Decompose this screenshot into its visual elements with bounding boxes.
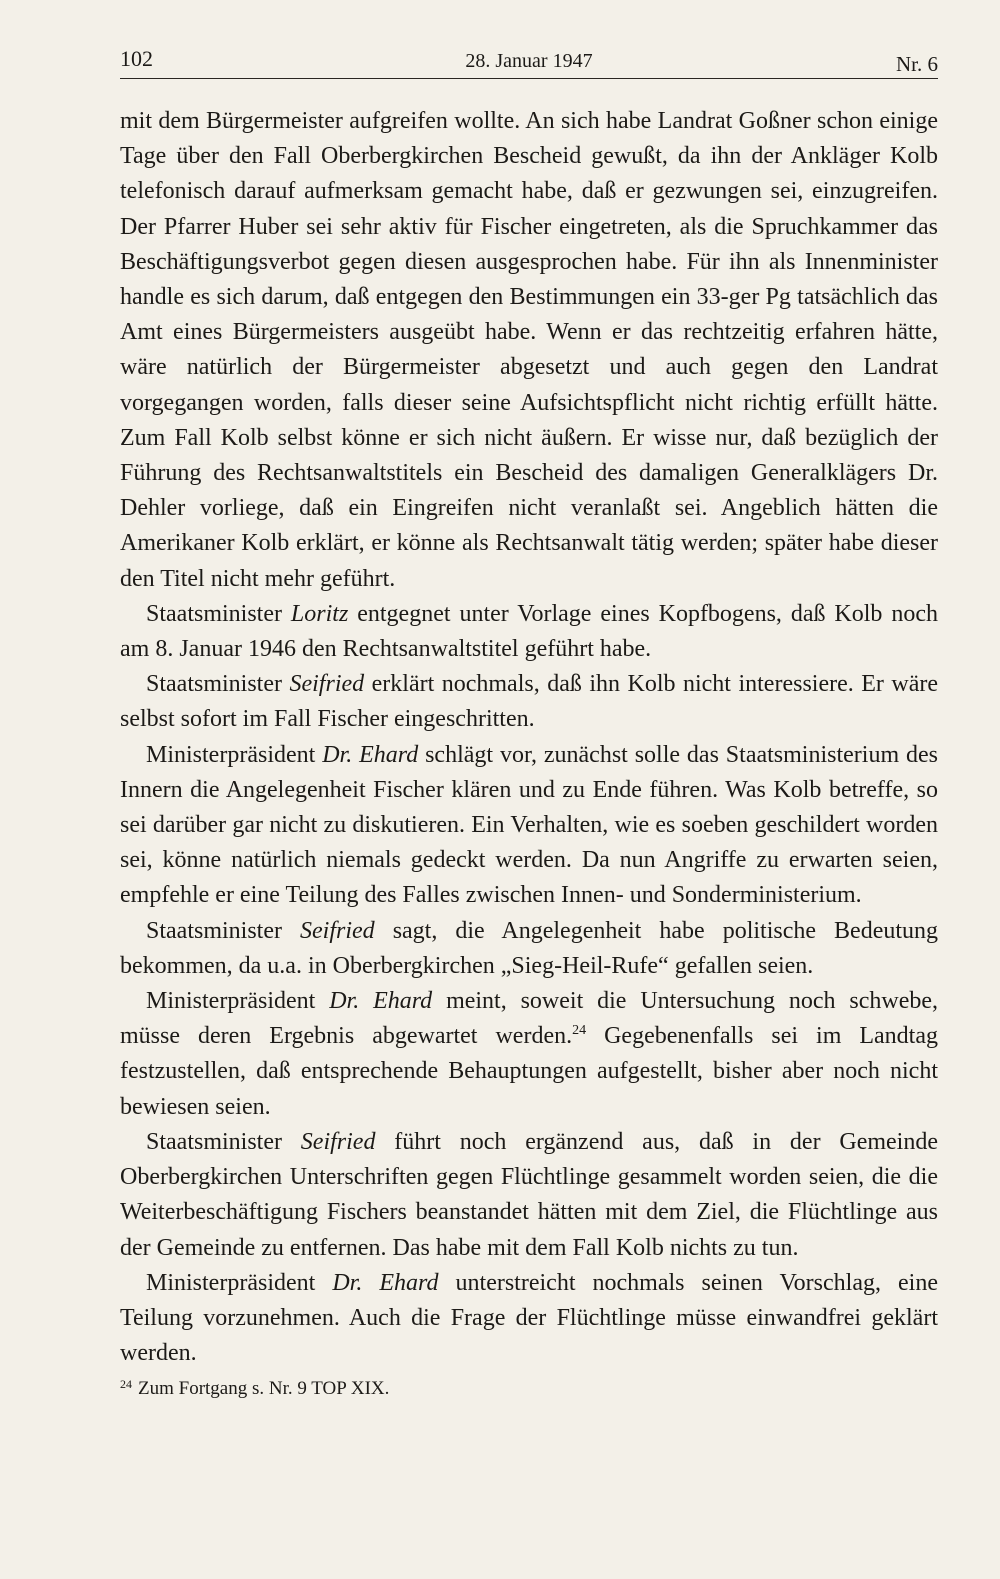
speaker-name: Dr. Ehard [329,988,433,1015]
paragraph-ehard-2: Ministerpräsident Dr. Ehard meint, soweit die Untersuchung noch schwebe, müsse deren Ergebnis abgewartet werden.$^{24}$ Gegebenenfalls sei im Landtag festzustellen, daß entsprechende Behauptungen aufgestellt, bisher aber noch nicht bewiesen seien. [120,988,938,1120]
speaker-name: Seifried [300,1128,376,1155]
paragraph-seifried-1: Staatsminister Seifried erklärt nochmals, daß ihn Kolb nicht interessiere. Er wäre selbst sofort im Fall Fischer eingeschritten. [120,671,939,733]
speaker-name: Dr. Ehard [332,1269,439,1296]
speaker-name: Seifried [289,671,365,698]
body-text [120,104,938,1371]
speaker-name: Loritz [290,600,349,627]
footnote [120,1371,938,1402]
speaker-name: Dr. Ehard [322,741,419,768]
footnote-text: Zum Fortgang s. Nr. 9 TOP XIX. [138,1378,390,1399]
paragraph-ehard-3: Ministerpräsident Dr. Ehard unterstreicht nochmals seinen Vorschlag, eine Teilung vorzunehmen. Auch die Frage der Flüchtlinge müsse einwandfrei geklärt werden. [120,1269,938,1367]
page-number: 102 [120,46,153,71]
speaker-name: Seifried [300,917,375,944]
footnote-mark: 24 [120,1377,132,1391]
paragraph-loritz: Staatsminister Loritz entgegnet unter Vorlage eines Kopfbogens, daß Kolb noch am 8. Januar 1946 den Rechtsanwaltstitel geführt habe. [120,600,939,663]
paragraph-ehard-1: Ministerpräsident Dr. Ehard schlägt vor, zunächst solle das Staatsministerium des Innern die Angelegenheit Fischer klären und zu Ende führen. Was Kolb betreffe, so sei darüber gar nicht zu diskutieren. Ein Verhalten, wie es soeben geschildert worden sei, könne natürlich niemals gedeckt werden. Da nun Angriffe zu erwarten seien, empfehle er eine Teilung des Falles zwischen Innen- und Sonderministerium. [120,741,938,909]
header-rule [120,78,938,79]
paragraph-continuation: mit dem Bürgermeister aufgreifen wollte. An sich habe Landrat Goßner schon einige Tage über den Fall Oberbergkirchen Bescheid gewußt, da ihn der Ankläger Kolb telefonisch darauf aufmerksam gemacht habe, daß er gezwungen sei, einzugreifen. Der Pfarrer Huber sei sehr aktiv für Fischer eingetreten, als die Spruchkammer das Beschäftigungsverbot gegen diesen ausgesprochen habe. Für ihn als Innenminister handle es sich darum, daß entgegen den Bestimmungen ein 33-ger Pg tatsächlich das Amt eines Bürgermeisters ausgeübt habe. Wenn er das rechtzeitig erfahren hätte, wäre natürlich der Bürgermeister abgesetzt und auch gegen den Landrat vorgegangen worden, falls dieser seine Aufsichtspflicht nicht richtig erfüllt hätte. Zum Fall Kolb selbst könne er sich nicht äußern. Er wisse nur, daß bezüglich der Führung des Rechtsanwaltstitels ein Bescheid des damaligen Generalklägers Dr. Dehler vorliege, daß ein Eingreifen nicht veranlaßt sei. Angeblich hätten die Amerikaner Kolb erklärt, er könne als Rechtsanwalt tätig werden; später habe dieser den Titel nicht mehr geführt. [120,108,938,592]
paragraph-seifried-3: Staatsminister Seifried führt noch ergänzend aus, daß in der Gemeinde Oberbergkirchen Unterschriften gegen Flüchtlinge gesammelt worden seien, die die Weiterbeschäftigung Fischers beanstandet hätten mit dem Ziel, die Flüchtlinge aus der Gemeinde zu entfernen. Das habe mit dem Fall Kolb nichts zu tun. [120,1128,938,1261]
header-date: 28. Januar 1947 [465,50,593,72]
footnote-reference[interactable]: 24 [572,1023,587,1039]
document-number: Nr. 6 [896,52,938,76]
running-header [120,42,938,76]
paragraph-seifried-2: Staatsminister Seifried sagt, die Angelegenheit habe politische Bedeutung bekommen, da u.a. in Oberbergkirchen „Sieg-Heil-Rufe“ gefallen seien. [120,917,939,979]
